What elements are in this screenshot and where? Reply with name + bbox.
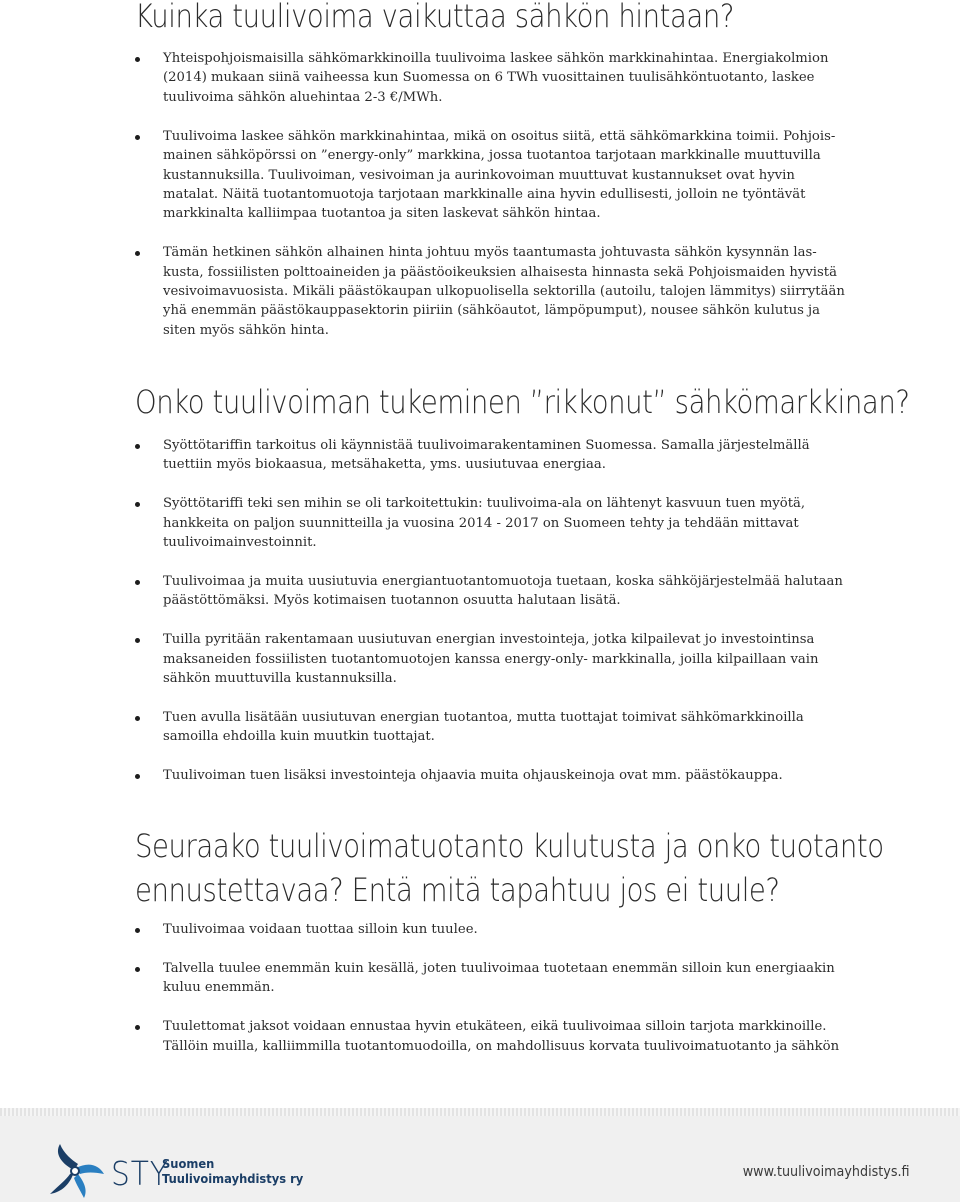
section-3-list: [135, 920, 840, 1076]
list-item: Tuulivoiman tuen lisäksi investointeja ohjaavia muita ohjauskeinoja ovat mm. päästökauppa.: [135, 766, 825, 785]
website-link[interactable]: www.tuulivoimayhdistys.fi: [743, 1164, 910, 1180]
section-2-list: [135, 436, 843, 805]
list-item: Tuen avulla lisätään uusiutuvan energian tuotantoa, mutta tuottajat toimivat sähkömarkkinoilla samoilla ehdoilla kuin muutkin tuottajat.: [135, 708, 825, 747]
list-item: Syöttötariffin tarkoitus oli käynnistää tuulivoimarakentaminen Suomessa. Samalla järjestelmällä tuettiin myös biokaasua, metsähaketta, yms. uusiutuvaa energiaa.: [135, 436, 825, 475]
list-item: Yhteispohjoismaisilla sähkömarkkinoilla tuulivoima laskee sähkön markkinahintaa. Energiakolmion (2014) mukaan siinä vaiheessa kun Suomessa on 6 TWh vuosittainen tuulisähköntuotanto, laskee tuulivoima sähkön aluehintaa 2-3 €/MWh.: [135, 49, 825, 107]
section-3-heading: [135, 824, 960, 912]
section-3-heading-line-2: ennustettavaa? Entä mitä tapahtuu jos ei tuule?: [135, 871, 780, 909]
list-item: Syöttötariffi teki sen mihin se oli tarkoitettukin: tuulivoima-ala on lähtenyt kasvuun tuen myötä, hankkeita on paljon suunnitteilla ja vuosina 2014 - 2017 on Suomeen tehty ja tehdään mittavat tuulivoimainvestoinnit.: [135, 494, 825, 552]
section-3-heading-line-1: Seuraako tuulivoimatuotanto kulutusta ja onko tuotanto: [135, 827, 884, 865]
logo-abbreviation: STY: [111, 1154, 169, 1193]
list-item: Tuulivoima laskee sähkön markkinahintaa, mikä on osoitus siitä, että sähkömarkkina toimii. Pohjois- mainen sähköpörssi on ”energy-only” markkina, jossa tuotantoa tarjotaan markkinalle muuttuvilla kustannuksilla. Tuulivoiman, vesivoiman ja aurinkovoiman muuttuvat kustannukset ovat hyvin matalat. Näitä tuotantomuotoja tarjotaan markkinalle aina hyvin edullisesti, jolloin ne työntävät markkinalta kalliimpaa tuotantoa ja siten laskevat sähkön hintaa.: [135, 127, 825, 224]
page-footer: [0, 1108, 960, 1202]
section-2-heading: Onko tuulivoiman tukeminen ”rikkonut” sähkömarkkinan?: [135, 383, 910, 421]
list-item: Tuulivoimaa voidaan tuottaa silloin kun tuulee.: [135, 920, 825, 939]
list-item: Tuulivoimaa ja muita uusiutuvia energiantuotantomuotoja tuetaan, koska sähköjärjestelmää halutaan päästöttömäksi. Myös kotimaisen tuotannon osuutta halutaan lisätä.: [135, 572, 825, 611]
section-1-list: [135, 49, 845, 360]
turbine-swirl-logo-icon: [44, 1140, 108, 1198]
section-1-heading: Kuinka tuulivoima vaikuttaa sähkön hintaan?: [135, 0, 735, 35]
list-item: Tuulettomat jaksot voidaan ennustaa hyvin etukäteen, eikä tuulivoimaa silloin tarjota markkinoille. Tällöin muilla, kalliimmilla tuotantomuodoilla, on mahdollisuus korvata tuulivoimatuotanto ja sähkön: [135, 1017, 825, 1056]
list-item: Talvella tuulee enemmän kuin kesällä, joten tuulivoimaa tuotetaan enemmän silloin kun energiaakin kuluu enemmän.: [135, 959, 825, 998]
list-item: Tämän hetkinen sähkön alhainen hinta johtuu myös taantumasta johtuvasta sähkön kysynnän las- kusta, fossiilisten polttoaineiden ja päästöoikeuksien alhaisesta hinnasta sekä Pohjoismaiden hyvistä vesivoimavuosista. Mikäli päästökaupan ulkopuolisella sektorilla (autoilu, talojen lämmitys) siirrytään yhä enemmän päästökauppasektorin piiriin (sähköautot, lämpöpumput), nousee sähkön kulutus ja siten myös sähkön hinta.: [135, 243, 825, 340]
list-item: Tuilla pyritään rakentamaan uusiutuvan energian investointeja, jotka kilpailevat jo investointinsa maksaneiden fossiilisten tuotantomuotojen kanssa energy-only- markkinalla, joilla kilpaillaan vain sähkön muuttuvilla kustannuksilla.: [135, 630, 825, 688]
organization-name: Suomen Tuulivoimayhdistys ry: [162, 1156, 304, 1186]
